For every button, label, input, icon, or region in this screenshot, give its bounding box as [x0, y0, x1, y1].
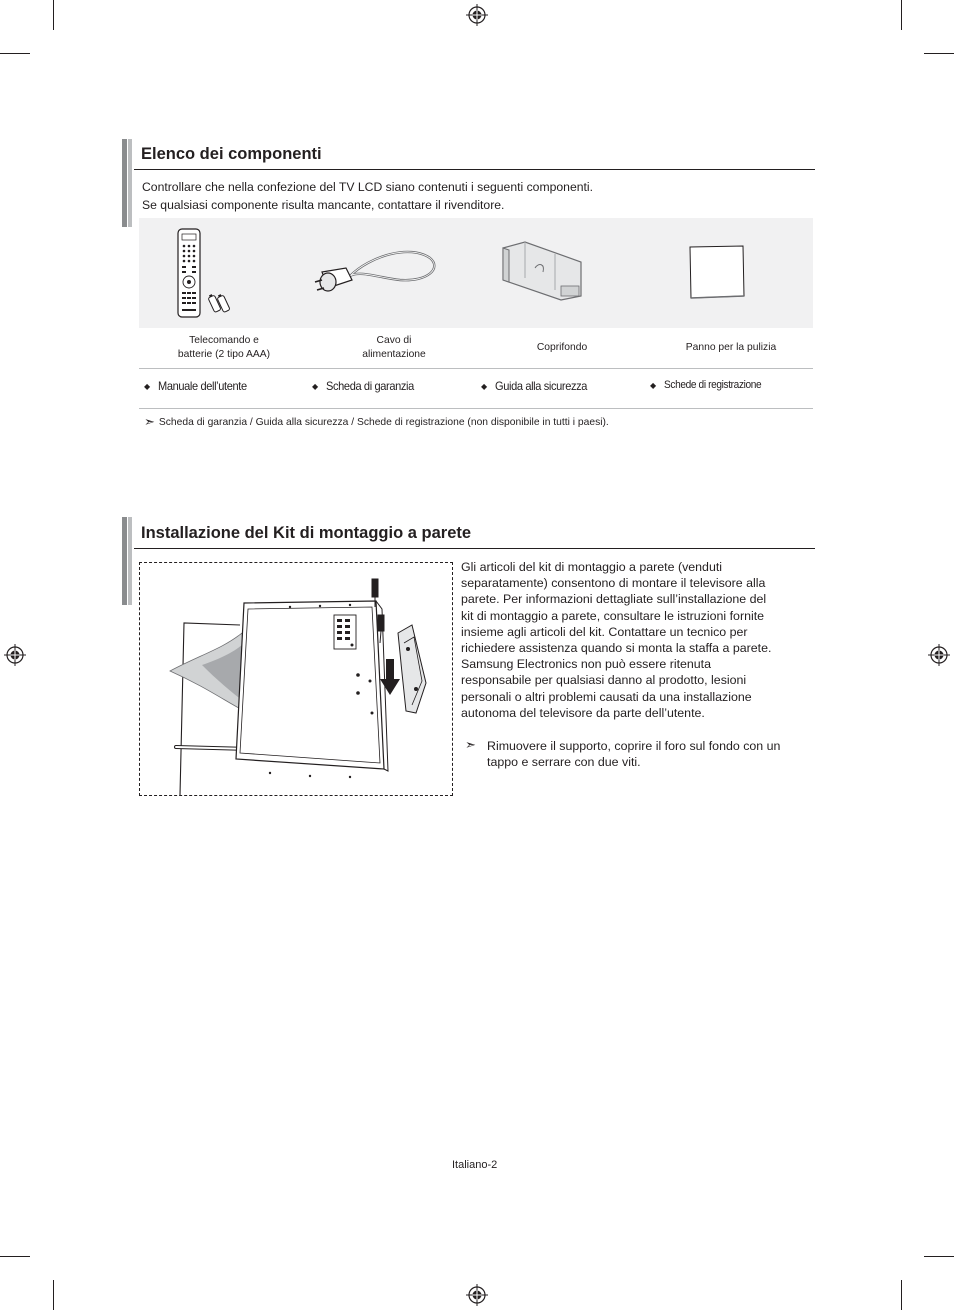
section-rule [134, 548, 815, 549]
bullet-diamond-icon: ◆ [312, 381, 319, 391]
section-accent-bar [128, 517, 132, 605]
bullet-diamond-icon: ◆ [481, 381, 488, 391]
availability-note: ➣ Scheda di garanzia / Guida alla sicurezza / Schede di registrazione (non disponibile in tutti i paesi). [144, 414, 609, 429]
page-number: Italiano-2 [452, 1159, 498, 1171]
wall-mount-diagram [139, 562, 453, 796]
document-item: ◆ Scheda di garanzia [312, 379, 415, 393]
crop-mark [901, 1280, 902, 1310]
item-caption: Cavo di alimentazione [362, 335, 426, 360]
note-arrow-icon: ➣ [144, 414, 155, 429]
crop-mark [901, 0, 902, 30]
section-accent-bar [128, 139, 132, 227]
crop-mark [0, 53, 30, 54]
crop-mark [924, 1256, 954, 1257]
document-item: ◆ Manuale dell’utente [144, 379, 247, 393]
item-caption: Telecomando e batterie (2 tipo AAA) [177, 335, 271, 360]
remote-control-icon [172, 226, 232, 322]
section-accent-bar [122, 139, 127, 227]
table-divider [139, 408, 813, 409]
crop-mark [53, 0, 54, 30]
bullet-diamond-icon: ◆ [144, 381, 151, 391]
registration-mark-icon [4, 644, 26, 666]
bullet-diamond-icon: ◆ [650, 380, 657, 390]
note-arrow-icon: ➣ [465, 737, 476, 752]
section-accent-bar [122, 517, 127, 605]
document-item: ◆ Guida alla sicurezza [481, 379, 588, 393]
wall-mount-paragraph: Gli articoli del kit di montaggio a parete (venduti separatamente) consentono di montare il televisore alla parete. Per informazioni dettagliate sull’installazione del kit di montaggio a parete, consultare le istruzioni fornite insieme agli articoli del kit. Contattare un tecnico per richiedere assistenza quando si monta la staffa a parete. Samsung Electronics non può essere ritenuta responsabile per qualsiasi danno al prodotto, lesioni personali o altri problemi causati da una installazione autonoma del televisore da parte dell’utente. [461, 560, 772, 720]
cleaning-cloth-icon [686, 244, 746, 300]
crop-mark [0, 1256, 30, 1257]
crop-mark [924, 53, 954, 54]
section-rule [134, 169, 815, 170]
item-caption: Coprifondo [536, 342, 588, 353]
table-divider [139, 368, 813, 369]
crop-mark [53, 1280, 54, 1310]
bottom-cover-icon [495, 238, 587, 304]
wall-mount-illustration-icon [140, 563, 452, 795]
registration-mark-icon [466, 1284, 488, 1306]
power-cord-icon [310, 246, 440, 304]
registration-mark-icon [928, 644, 950, 666]
document-item: ◆ Schede di registrazione [650, 379, 762, 391]
item-caption: Panno per la pulizia [685, 342, 777, 353]
intro-text: Controllare che nella confezione del TV LCD siano contenuti i seguenti componenti. Se qualsiasi componente risulta mancante, contattare il rivenditore. [142, 180, 593, 212]
section-title: Installazione del Kit di montaggio a parete [141, 524, 472, 542]
wall-mount-note: Rimuovere il supporto, coprire il foro sul fondo con un tappo e serrare con due viti. [487, 739, 781, 770]
section-title: Elenco dei componenti [141, 145, 322, 163]
registration-mark-icon [466, 4, 488, 26]
